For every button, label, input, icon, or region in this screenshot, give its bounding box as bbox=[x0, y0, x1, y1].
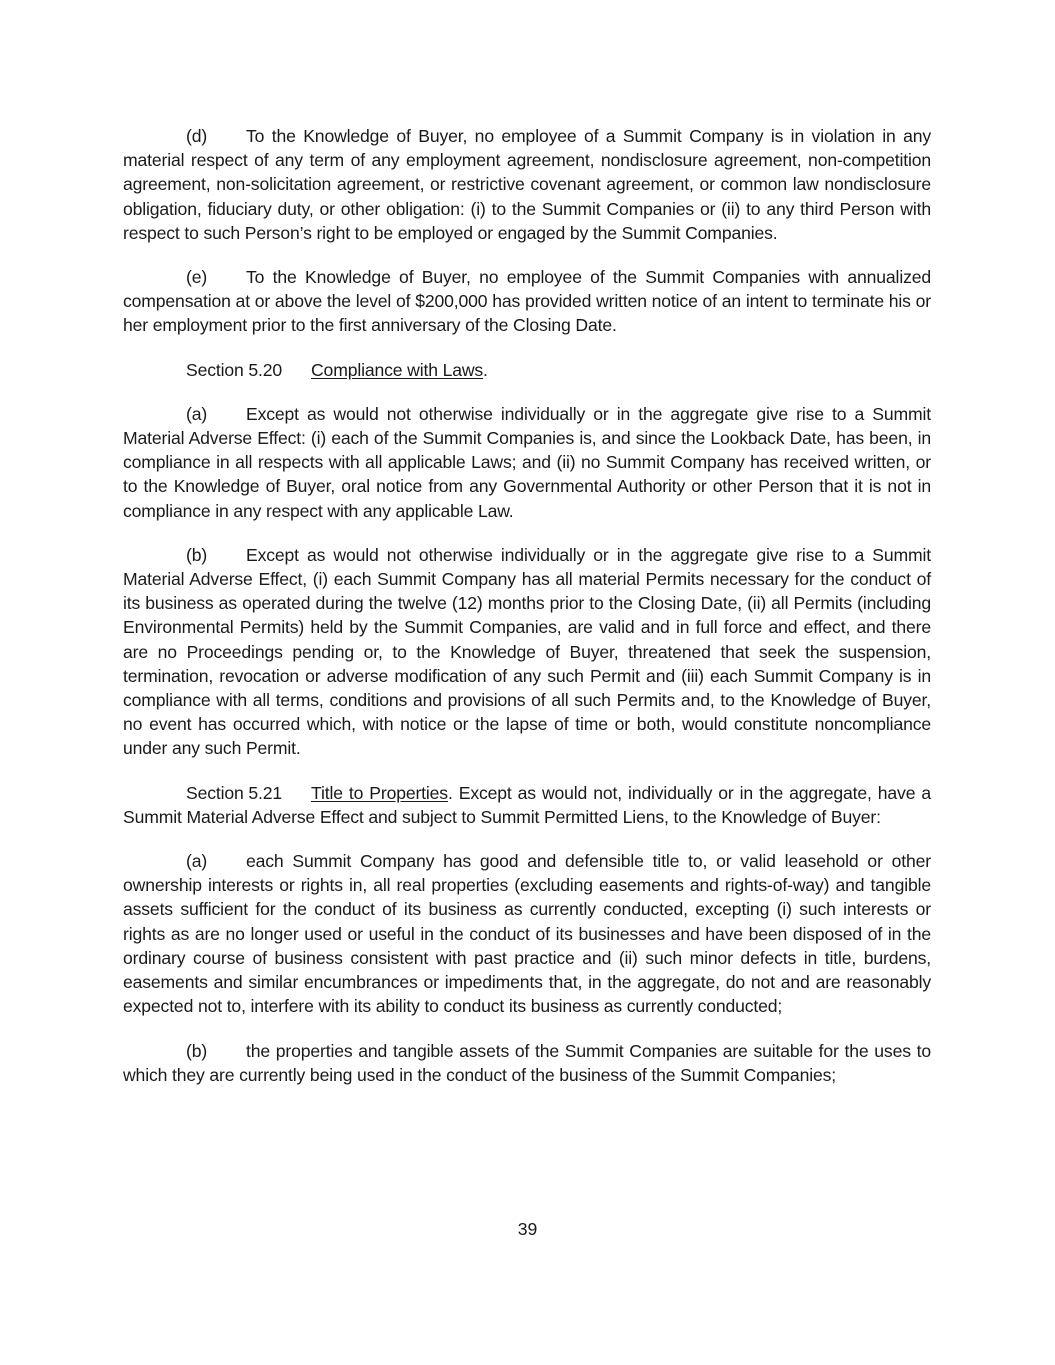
section-title: Title to Properties bbox=[311, 782, 448, 803]
paragraph-label: (b) bbox=[186, 544, 208, 565]
paragraph-d bbox=[123, 124, 931, 245]
paragraph-text: To the Knowledge of Buyer, no employee of the Summit Companies with annualized compensation at or above the level of $200,000 has provided written notice of an intent to terminate his or her employment prior to the first anniversary of the Closing Date. bbox=[123, 267, 931, 336]
paragraph-label: (a) bbox=[186, 403, 208, 424]
section-5-21-item-a bbox=[123, 849, 931, 1018]
page-number: 39 bbox=[517, 1219, 538, 1239]
section-number: Section 5.21 bbox=[186, 782, 283, 803]
section-5-20-item-a bbox=[123, 402, 931, 523]
paragraph-text: each Summit Company has good and defensible title to, or valid leasehold or other ownership interests or rights in, all real properties (excluding easements and rights-of-way) and tangible assets sufficient for the conduct of its business as currently conducted, excepting (i) such interests or rights as are no longer used or useful in the conduct of its businesses and have been disposed of in the ordinary course of business consistent with past practice and (ii) such minor defects in title, burdens, easements and similar encumbrances or impediments that, in the aggregate, do not and are reasonably expected not to, interfere with its ability to conduct its business as currently conducted; bbox=[123, 851, 931, 1017]
page-body bbox=[123, 124, 931, 1107]
section-5-20-heading bbox=[123, 358, 931, 382]
paragraph-text: the properties and tangible assets of the Summit Companies are suitable for the uses to which they are currently being used in the conduct of the business of the Summit Companies; bbox=[123, 1040, 931, 1085]
paragraph-label: (e) bbox=[186, 267, 208, 288]
paragraph-label: (a) bbox=[186, 851, 208, 872]
paragraph-text: Except as would not otherwise individually or in the aggregate give rise to a Summit Material Adverse Effect, (i) each Summit Company has all material Permits necessary for the conduct of its business as operated during the twelve (12) months prior to the Closing Date, (ii) all Permits (including Environmental Permits) held by the Summit Companies, are valid and in full force and effect, and there are no Proceedings pending or, to the Knowledge of Buyer, threatened that seek the suspension, termination, revocation or adverse modification of any such Permit and (iii) each Summit Company is in compliance with all terms, conditions and provisions of all such Permits and, to the Knowledge of Buyer, no event has occurred which, with notice or the lapse of time or both, would constitute noncompliance under any such Permit. bbox=[123, 544, 931, 759]
paragraph-text: Except as would not otherwise individually or in the aggregate give rise to a Summit Material Adverse Effect: (i) each of the Summit Companies is, and since the Lookback Date, has been, in compliance in all respects with all applicable Laws; and (ii) no Summit Company has received written, or to the Knowledge of Buyer, oral notice from any Governmental Authority or other Person that it is not in compliance in any respect with any applicable Law. bbox=[123, 403, 931, 521]
section-5-21-heading bbox=[123, 781, 931, 829]
paragraph-e bbox=[123, 265, 931, 338]
section-number: Section 5.20 bbox=[186, 359, 283, 380]
section-intro: . Except as would not, individually or in the aggregate, have a Summit Material Adverse Effect and subject to Summit Permitted Liens, to the Knowledge of Buyer: bbox=[123, 782, 932, 827]
section-5-20-item-b bbox=[123, 543, 931, 761]
section-trailing: . bbox=[483, 359, 488, 380]
paragraph-label: (b) bbox=[186, 1040, 208, 1061]
paragraph-text: To the Knowledge of Buyer, no employee of a Summit Company is in violation in any material respect of any term of any employment agreement, nondisclosure agreement, non-competition agreement, non-solicitation agreement, or restrictive covenant agreement, or common law nondisclosure obligation, fiduciary duty, or other obligation: (i) to the Summit Companies or (ii) to any third Person with respect to such Person’s right to be employed or engaged by the Summit Companies. bbox=[123, 126, 931, 243]
section-title: Compliance with Laws bbox=[311, 359, 484, 380]
paragraph-label: (d) bbox=[186, 126, 208, 146]
section-5-21-item-b bbox=[123, 1039, 931, 1087]
